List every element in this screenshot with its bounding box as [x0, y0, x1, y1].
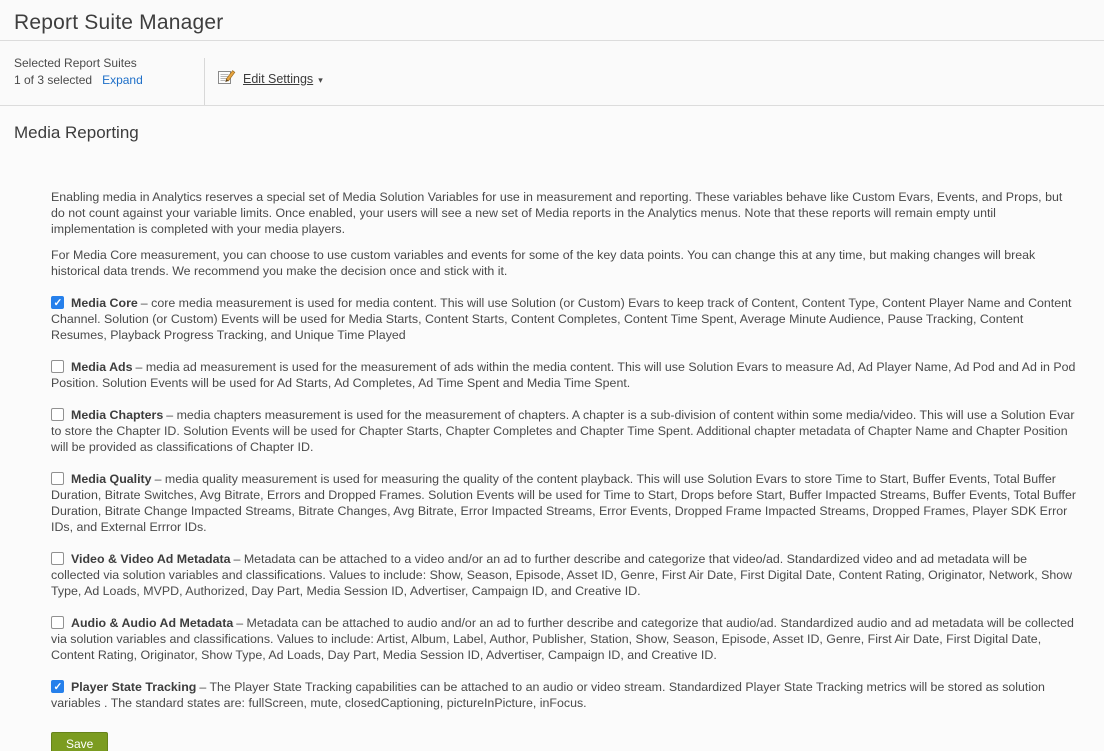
option-label: Player State Tracking — [71, 680, 197, 694]
option-label: Media Quality — [71, 472, 152, 486]
media-option — [51, 551, 1077, 599]
intro-paragraph: Enabling media in Analytics reserves a special set of Media Solution Variables for use in measurement and reporting. These variables behave like Custom Evars, Events, and Props, but do not count against your variable limits. Once enabled, your users will see a new set of Media reports in the Analytics menus. Note that these reports will remain empty until implementation is completed with your media players. — [51, 190, 1063, 236]
option-label: Media Chapters — [71, 408, 164, 422]
option-checkbox[interactable] — [51, 680, 64, 693]
option-description: – The Player State Tracking capabilities can be attached to an audio or video stream. Standardized Player State Tracking metrics will be stored as solution variables . The standard states are: fullScreen, mute, closedCaptioning, pictureInPicture, inFocus. — [51, 680, 1045, 710]
option-checkbox[interactable] — [51, 360, 64, 373]
app-header — [0, 0, 1104, 41]
option-label: Media Ads — [71, 360, 133, 374]
option-description: – Metadata can be attached to audio and/or an ad to further describe and categorize that audio/ad. Standardized audio and ad metadata will be collected via solution variables and classifications. Values to include: Artist, Album, Label, Author, Publisher, Station, Show, Season, Episode, Asset ID, Genre, First Air Date, First Digital Date, Content Rating, Originator, Show Type, Ad Loads, Day Part, Media Session ID, Advertiser, Campaign ID, and Creative ID. — [51, 616, 1074, 662]
edit-settings-dropdown[interactable] — [218, 41, 323, 105]
edit-settings-label: Edit Settings — [243, 72, 314, 86]
option-checkbox[interactable] — [51, 616, 64, 629]
intro-paragraphs — [51, 189, 1077, 279]
save-button[interactable]: Save — [51, 732, 108, 751]
toolbar-divider — [204, 58, 205, 105]
chevron-down-icon: ▾ — [318, 74, 323, 85]
media-option — [51, 615, 1077, 663]
intro-paragraph: For Media Core measurement, you can choose to use custom variables and events for some of the key data points. You can change this at any time, but making changes will break historical data trends. We recommend you make the decision once and stick with it. — [51, 248, 1036, 278]
option-checkbox[interactable] — [51, 552, 64, 565]
selected-report-suites-label: Selected Report Suites — [14, 56, 137, 70]
page-title: Report Suite Manager — [14, 11, 224, 34]
option-checkbox[interactable] — [51, 472, 64, 485]
expand-link[interactable]: Expand — [102, 73, 143, 87]
edit-settings-icon — [218, 69, 236, 90]
option-checkbox[interactable] — [51, 408, 64, 421]
option-description: – media chapters measurement is used for the measurement of chapters. A chapter is a sub-division of content within some media/video. This will use a Solution Evar to store the Chapter ID. Solution Events will be used for Chapter Starts, Chapter Completes and Chapter Time Spent. Additional chapter metadata of Chapter Name and Chapter Position will be provided as classifications of Chapter ID. — [51, 408, 1075, 454]
section-title: Media Reporting — [14, 123, 139, 142]
option-description: – media quality measurement is used for measuring the quality of the content playback. This will use Solution Evars to store Time to Start, Buffer Events, Total Buffer Duration, Bitrate Switches, Avg Bitrate, Errors and Dropped Frames. Solution Events will be used for Time to Start, Drops before Start, Buffer Impacted Streams, Buffer Events, Total Buffer Duration, Bitrate Change Impacted Streams, Bitrate Changes, Avg Bitrate, Error Impacted Streams, Error Events, Dropped Frame Impacted Streams, Dropped Frames, Player SDK Error IDs, and External Errror IDs. — [51, 472, 1076, 534]
media-option — [51, 407, 1077, 455]
option-label: Audio & Audio Ad Metadata — [71, 616, 234, 630]
option-description: – core media measurement is used for media content. This will use Solution (or Custom) Evars to keep track of Content, Content Type, Content Player Name and Content Channel. Solution (or Custom) Events will be used for Media Starts, Content Starts, Content Completes, Content Time Spent, Average Minute Audience, Pause Tracking, Content Resumes, Playback Progress Tracking, and Unique Time Played — [51, 296, 1072, 342]
media-reporting-content — [51, 189, 1077, 751]
selection-toolbar — [0, 41, 1104, 106]
option-label: Video & Video Ad Metadata — [71, 552, 231, 566]
media-option — [51, 295, 1077, 343]
selected-report-suites-summary — [0, 41, 204, 105]
media-option — [51, 679, 1077, 711]
media-option — [51, 359, 1077, 391]
media-options-list — [51, 295, 1077, 711]
option-checkbox[interactable] — [51, 296, 64, 309]
option-description: – media ad measurement is used for the measurement of ads within the media content. This will use Solution Evars to measure Ad, Ad Player Name, Ad Pod and Ad in Pod Position. Solution Events will be used for Ad Starts, Ad Completes, Ad Time Spent and Media Time Spent. — [51, 360, 1076, 390]
selected-count: 1 of 3 selected — [14, 73, 93, 87]
option-label: Media Core — [71, 296, 138, 310]
media-option — [51, 471, 1077, 535]
option-description: – Metadata can be attached to a video and/or an ad to further describe and categorize that video/ad. Standardized video and ad metadata will be collected via solution variables and classifications. Values to include: Show, Season, Episode, Asset ID, Genre, First Air Date, First Digital Date, Content Rating, Originator, Network, Show Type, Ad Loads, MVPD, Authorized, Day Part, Media Session ID, Advertiser, Campaign ID, and Creative ID. — [51, 552, 1073, 598]
